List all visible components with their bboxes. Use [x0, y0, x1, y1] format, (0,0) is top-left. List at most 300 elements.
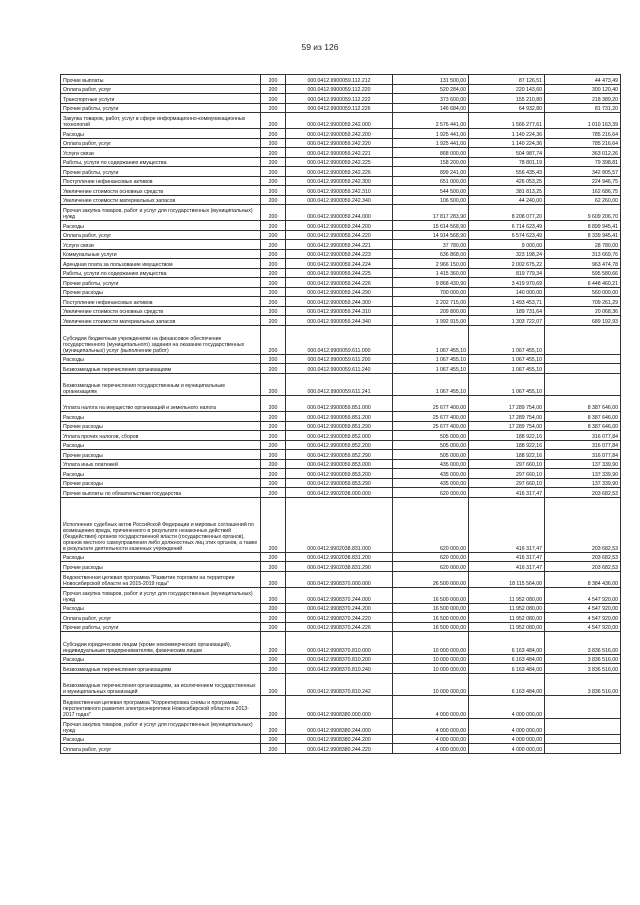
- table-row: [61, 325, 621, 354]
- row-approved-cell: 25 677 400,00: [393, 412, 469, 422]
- row-name-cell: Расходы: [61, 734, 261, 744]
- row-approved-cell: 2 202 715,00: [393, 297, 469, 307]
- row-executed-cell: 6 163 484,00: [469, 632, 545, 655]
- row-executed-cell: 11 952 080,00: [469, 587, 545, 603]
- table-row: [61, 664, 621, 674]
- row-executed-cell: 2 002 675,22: [469, 259, 545, 269]
- row-remainder-cell: 313 669,76: [545, 249, 621, 259]
- row-remainder-cell: 560 000,00: [545, 287, 621, 297]
- row-name-cell: Прочие работы, услуги: [61, 278, 261, 288]
- row-name-cell: Поступление нефинансовых активов: [61, 297, 261, 307]
- row-remainder-cell: 20 068,36: [545, 306, 621, 316]
- row-executed-cell: 17 289 754,00: [469, 396, 545, 412]
- row-code-cell: 200: [261, 654, 286, 664]
- row-name-cell: Увеличение стоимости материальных запасов: [61, 316, 261, 326]
- row-name-cell: Увеличение стоимости основных средств: [61, 306, 261, 316]
- row-code-cell: 200: [261, 240, 286, 250]
- row-code-cell: 200: [261, 306, 286, 316]
- row-remainder-cell: 363 012,26: [545, 148, 621, 158]
- table-row: [61, 268, 621, 278]
- row-kbk-cell: 000.0412.9900059.611.240: [286, 364, 393, 374]
- row-kbk-cell: 000.0412.9900059.244.224: [286, 259, 393, 269]
- row-kbk-cell: 000.0412.9900059.851.290: [286, 421, 393, 431]
- row-executed-cell: 189 731,64: [469, 306, 545, 316]
- row-approved-cell: 700 000,00: [393, 287, 469, 297]
- row-executed-cell: 416 317,47: [469, 488, 545, 498]
- row-remainder-cell: 316 077,84: [545, 440, 621, 450]
- row-name-cell: Расходы: [61, 440, 261, 450]
- row-code-cell: 200: [261, 396, 286, 412]
- row-code-cell: 200: [261, 157, 286, 167]
- row-name-cell: Арендная плата за пользование имуществом: [61, 259, 261, 269]
- row-approved-cell: 17 817 283,90: [393, 205, 469, 221]
- row-remainder-cell: 79 398,81: [545, 157, 621, 167]
- row-name-cell: Безвозмездные перечисления государственным и муниципальным организациям: [61, 373, 261, 396]
- row-code-cell: 200: [261, 249, 286, 259]
- row-remainder-cell: 162 686,75: [545, 186, 621, 196]
- row-approved-cell: 25 677 400,00: [393, 421, 469, 431]
- row-remainder-cell: 203 682,53: [545, 562, 621, 572]
- table-row: [61, 157, 621, 167]
- row-code-cell: 200: [261, 412, 286, 422]
- budget-execution-table: [60, 74, 621, 754]
- row-remainder-cell: [545, 734, 621, 744]
- table-row: [61, 412, 621, 422]
- table-row: [61, 259, 621, 269]
- row-executed-cell: 1 067 455,10: [469, 354, 545, 364]
- table-row: [61, 488, 621, 498]
- row-executed-cell: 78 801,19: [469, 157, 545, 167]
- row-kbk-cell: 000.0412.9908380.244.000: [286, 718, 393, 734]
- row-code-cell: 200: [261, 113, 286, 129]
- row-executed-cell: 416 317,47: [469, 552, 545, 562]
- table-row: [61, 221, 621, 231]
- row-executed-cell: 17 289 754,00: [469, 421, 545, 431]
- row-remainder-cell: 8 387 646,00: [545, 421, 621, 431]
- row-name-cell: Услуги связи: [61, 240, 261, 250]
- table-row: [61, 129, 621, 139]
- row-name-cell: Ведомственная целевая программа "Корректировка схемы и программы перспективного развития электроэнергетики Новосибирской области в 2013-2017 годах": [61, 696, 261, 719]
- table-row: [61, 138, 621, 148]
- row-approved-cell: 10 000 000,00: [393, 673, 469, 696]
- row-code-cell: 200: [261, 632, 286, 655]
- table-row: [61, 249, 621, 259]
- row-remainder-cell: 689 192,93: [545, 316, 621, 326]
- row-executed-cell: 44 240,00: [469, 195, 545, 205]
- row-kbk-cell: 000.0412.9900059.242.340: [286, 195, 393, 205]
- row-executed-cell: 8 208 077,20: [469, 205, 545, 221]
- row-kbk-cell: 000.0412.9908370.810.200: [286, 654, 393, 664]
- row-code-cell: 200: [261, 195, 286, 205]
- row-code-cell: 200: [261, 167, 286, 177]
- row-approved-cell: 14 914 568,90: [393, 230, 469, 240]
- table-row: [61, 373, 621, 396]
- row-code-cell: 200: [261, 450, 286, 460]
- row-remainder-cell: 81 731,20: [545, 103, 621, 113]
- row-kbk-cell: 000.0412.9908370.244.200: [286, 603, 393, 613]
- row-approved-cell: 651 000,00: [393, 176, 469, 186]
- row-remainder-cell: 3 836 516,00: [545, 664, 621, 674]
- row-executed-cell: 155 210,80: [469, 94, 545, 104]
- row-executed-cell: 6 163 484,00: [469, 654, 545, 664]
- row-executed-cell: 11 952 080,00: [469, 603, 545, 613]
- row-executed-cell: 11 952 080,00: [469, 613, 545, 623]
- table-row: [61, 84, 621, 94]
- row-executed-cell: 297 660,10: [469, 459, 545, 469]
- row-kbk-cell: 000.0412.9900059.244.340: [286, 316, 393, 326]
- row-executed-cell: 1 067 455,10: [469, 364, 545, 374]
- row-remainder-cell: 1 010 163,39: [545, 113, 621, 129]
- row-approved-cell: 435 000,00: [393, 478, 469, 488]
- table-row: [61, 278, 621, 288]
- row-kbk-cell: 000.0412.9900059.244.290: [286, 287, 393, 297]
- row-executed-cell: 140 000,00: [469, 287, 545, 297]
- row-remainder-cell: 28 780,00: [545, 240, 621, 250]
- row-name-cell: Прочая закупка товаров, работ и услуг для государственных (муниципальных) нужд: [61, 587, 261, 603]
- row-approved-cell: 16 500 000,00: [393, 603, 469, 613]
- row-code-cell: 200: [261, 478, 286, 488]
- row-name-cell: Оплата работ, услуг: [61, 744, 261, 754]
- row-remainder-cell: [545, 354, 621, 364]
- table-row: [61, 478, 621, 488]
- row-approved-cell: 520 284,00: [393, 84, 469, 94]
- row-kbk-cell: 000.0412.9900059.242.220: [286, 138, 393, 148]
- row-name-cell: Исполнение судебных актов Российской Федерации и мировых соглашений по возмещению вреда, причиненного в результате незаконных действий (бездействия) органов государственной власти (государственных органов), органов местного самоуправления либо должностных лиц этих органов, а также в результате деятельности казенных учреждений: [61, 497, 261, 552]
- row-approved-cell: 505 000,00: [393, 431, 469, 441]
- row-code-cell: 200: [261, 421, 286, 431]
- row-remainder-cell: 4 547 920,00: [545, 613, 621, 623]
- row-code-cell: 200: [261, 278, 286, 288]
- row-executed-cell: 1 493 453,71: [469, 297, 545, 307]
- row-name-cell: Работы, услуги по содержанию имущества: [61, 157, 261, 167]
- row-remainder-cell: [545, 364, 621, 374]
- row-remainder-cell: 137 339,90: [545, 469, 621, 479]
- row-executed-cell: 1 140 224,36: [469, 129, 545, 139]
- row-executed-cell: 1 303 722,07: [469, 316, 545, 326]
- row-name-cell: Ведомственная целевая программа "Развитие торговли на территории Новосибирской области на 2015-2019 годы": [61, 571, 261, 587]
- row-remainder-cell: 8 899 945,41: [545, 221, 621, 231]
- row-name-cell: Оплата работ, услуг: [61, 138, 261, 148]
- row-remainder-cell: [545, 696, 621, 719]
- row-code-cell: 200: [261, 744, 286, 754]
- row-remainder-cell: [545, 373, 621, 396]
- table-row: [61, 450, 621, 460]
- row-code-cell: 200: [261, 587, 286, 603]
- row-kbk-cell: 000.0412.9900059.242.225: [286, 157, 393, 167]
- table-row: [61, 186, 621, 196]
- row-code-cell: 200: [261, 176, 286, 186]
- row-approved-cell: 16 500 000,00: [393, 613, 469, 623]
- row-approved-cell: 373 600,00: [393, 94, 469, 104]
- row-kbk-cell: 000.0412.9900059.242.000: [286, 113, 393, 129]
- row-executed-cell: 819 779,34: [469, 268, 545, 278]
- table-row: [61, 287, 621, 297]
- row-kbk-cell: 000.0412.9900059.242.200: [286, 129, 393, 139]
- row-approved-cell: 1 067 455,10: [393, 373, 469, 396]
- row-code-cell: 200: [261, 459, 286, 469]
- row-name-cell: Расходы: [61, 129, 261, 139]
- row-name-cell: Прочие работы, услуги: [61, 103, 261, 113]
- table-row: [61, 744, 621, 754]
- table-row: [61, 562, 621, 572]
- row-code-cell: 200: [261, 221, 286, 231]
- row-code-cell: 200: [261, 84, 286, 94]
- row-executed-cell: 426 053,25: [469, 176, 545, 186]
- row-code-cell: 200: [261, 325, 286, 354]
- row-name-cell: Прочие расходы: [61, 450, 261, 460]
- row-approved-cell: 10 000 000,00: [393, 632, 469, 655]
- table-row: [61, 696, 621, 719]
- row-remainder-cell: 3 836 516,00: [545, 654, 621, 664]
- row-name-cell: Транспортные услуги: [61, 94, 261, 104]
- row-kbk-cell: 000.0412.9900059.242.310: [286, 186, 393, 196]
- table-row: [61, 230, 621, 240]
- row-kbk-cell: 000.0412.9900059.244.310: [286, 306, 393, 316]
- row-approved-cell: 620 000,00: [393, 488, 469, 498]
- row-kbk-cell: 000.0412.9900059.242.226: [286, 167, 393, 177]
- row-approved-cell: 25 677 400,00: [393, 396, 469, 412]
- table-row: [61, 622, 621, 632]
- row-executed-cell: 3 419 970,69: [469, 278, 545, 288]
- row-name-cell: Услуги связи: [61, 148, 261, 158]
- row-kbk-cell: 000.0412.9908370.244.226: [286, 622, 393, 632]
- row-code-cell: 200: [261, 603, 286, 613]
- row-remainder-cell: 4 547 920,00: [545, 587, 621, 603]
- table-row: [61, 440, 621, 450]
- row-remainder-cell: 3 836 516,00: [545, 673, 621, 696]
- row-remainder-cell: [545, 744, 621, 754]
- row-executed-cell: 381 813,25: [469, 186, 545, 196]
- row-remainder-cell: 224 946,75: [545, 176, 621, 186]
- table-row: [61, 396, 621, 412]
- table-row: [61, 354, 621, 364]
- row-kbk-cell: 000.0412.9908370.244.220: [286, 613, 393, 623]
- row-executed-cell: 297 660,10: [469, 469, 545, 479]
- row-name-cell: Увеличение стоимости основных средств: [61, 186, 261, 196]
- row-approved-cell: 2 966 150,00: [393, 259, 469, 269]
- row-kbk-cell: 000.0412.9900059.112.226: [286, 103, 393, 113]
- row-remainder-cell: 3 836 516,00: [545, 632, 621, 655]
- row-remainder-cell: 218 389,20: [545, 94, 621, 104]
- row-executed-cell: 17 289 754,00: [469, 412, 545, 422]
- row-name-cell: Прочие работы, услуги: [61, 167, 261, 177]
- row-name-cell: Прочая закупка товаров, работ и услуг для государственных (муниципальных) нужд: [61, 205, 261, 221]
- row-kbk-cell: 000.0412.9900059.244.221: [286, 240, 393, 250]
- row-kbk-cell: 000.0412.9900059.852.200: [286, 440, 393, 450]
- row-approved-cell: 9 868 430,90: [393, 278, 469, 288]
- row-approved-cell: 131 500,00: [393, 75, 469, 85]
- row-approved-cell: 15 614 568,90: [393, 221, 469, 231]
- row-approved-cell: 106 500,00: [393, 195, 469, 205]
- table-row: [61, 306, 621, 316]
- table-row: [61, 240, 621, 250]
- table-row: [61, 421, 621, 431]
- row-approved-cell: 4 000 000,00: [393, 734, 469, 744]
- row-code-cell: 200: [261, 316, 286, 326]
- row-kbk-cell: 000.0412.9900059.244.200: [286, 221, 393, 231]
- table-row: [61, 316, 621, 326]
- row-executed-cell: 188 922,16: [469, 431, 545, 441]
- row-kbk-cell: 000.0412.9900059.852.290: [286, 450, 393, 460]
- row-remainder-cell: 8 384 436,00: [545, 571, 621, 587]
- row-name-cell: Прочие расходы: [61, 421, 261, 431]
- row-approved-cell: 158 200,00: [393, 157, 469, 167]
- row-code-cell: 200: [261, 205, 286, 221]
- row-approved-cell: 4 000 000,00: [393, 718, 469, 734]
- row-executed-cell: 1 067 455,10: [469, 373, 545, 396]
- row-approved-cell: 1 925 441,00: [393, 129, 469, 139]
- row-kbk-cell: 000.0412.9900059.851.000: [286, 396, 393, 412]
- row-name-cell: Прочие выплаты по обязательствам государства: [61, 488, 261, 498]
- row-approved-cell: 620 000,00: [393, 562, 469, 572]
- row-remainder-cell: 8 387 646,00: [545, 412, 621, 422]
- row-approved-cell: 1 067 455,10: [393, 354, 469, 364]
- row-remainder-cell: 9 609 206,70: [545, 205, 621, 221]
- row-executed-cell: 6 574 623,49: [469, 230, 545, 240]
- row-code-cell: 200: [261, 497, 286, 552]
- table-row: [61, 459, 621, 469]
- row-kbk-cell: 000.0412.9902038.831.000: [286, 497, 393, 552]
- row-code-cell: 200: [261, 373, 286, 396]
- row-approved-cell: 1 925 441,00: [393, 138, 469, 148]
- row-name-cell: Прочие работы, услуги: [61, 622, 261, 632]
- row-kbk-cell: 000.0412.9900059.851.200: [286, 412, 393, 422]
- row-approved-cell: 899 241,00: [393, 167, 469, 177]
- row-remainder-cell: 300 120,40: [545, 84, 621, 94]
- row-kbk-cell: 000.0412.9900059.244.220: [286, 230, 393, 240]
- row-remainder-cell: 137 339,90: [545, 459, 621, 469]
- page-number: 59 из 126: [301, 42, 339, 52]
- row-remainder-cell: [545, 325, 621, 354]
- row-code-cell: 200: [261, 138, 286, 148]
- row-code-cell: 200: [261, 287, 286, 297]
- row-executed-cell: 6 163 484,00: [469, 664, 545, 674]
- row-name-cell: Расходы: [61, 354, 261, 364]
- table-row: [61, 603, 621, 613]
- row-executed-cell: 64 932,80: [469, 103, 545, 113]
- row-code-cell: 200: [261, 562, 286, 572]
- table-row: [61, 734, 621, 744]
- row-remainder-cell: 203 682,53: [545, 488, 621, 498]
- table-row: [61, 94, 621, 104]
- row-code-cell: 200: [261, 440, 286, 450]
- row-kbk-cell: 000.0412.9902038.831.200: [286, 552, 393, 562]
- row-approved-cell: 620 000,00: [393, 552, 469, 562]
- row-code-cell: 200: [261, 259, 286, 269]
- row-kbk-cell: 000.0412.9908370.810.240: [286, 664, 393, 674]
- row-remainder-cell: 785 216,64: [545, 138, 621, 148]
- row-code-cell: 200: [261, 696, 286, 719]
- row-approved-cell: 1 067 455,10: [393, 364, 469, 374]
- row-remainder-cell: 4 547 920,00: [545, 603, 621, 613]
- row-remainder-cell: 8 387 646,00: [545, 396, 621, 412]
- table-row: [61, 297, 621, 307]
- row-kbk-cell: 000.0412.9902038.000.000: [286, 488, 393, 498]
- row-name-cell: Прочие выплаты: [61, 75, 261, 85]
- row-approved-cell: 10 000 000,00: [393, 654, 469, 664]
- row-code-cell: 200: [261, 364, 286, 374]
- row-name-cell: Уплата иных платежей: [61, 459, 261, 469]
- row-executed-cell: 504 987,74: [469, 148, 545, 158]
- row-remainder-cell: 342 805,57: [545, 167, 621, 177]
- row-name-cell: Расходы: [61, 654, 261, 664]
- row-approved-cell: 16 500 000,00: [393, 622, 469, 632]
- row-remainder-cell: 963 474,78: [545, 259, 621, 269]
- table-row: [61, 75, 621, 85]
- row-executed-cell: 188 922,16: [469, 440, 545, 450]
- table-row: [61, 469, 621, 479]
- row-executed-cell: 4 000 000,00: [469, 744, 545, 754]
- row-executed-cell: 188 922,16: [469, 450, 545, 460]
- row-executed-cell: 4 000 000,00: [469, 696, 545, 719]
- table-row: [61, 497, 621, 552]
- row-approved-cell: 209 800,00: [393, 306, 469, 316]
- row-kbk-cell: 000.0412.9900059.244.226: [286, 278, 393, 288]
- table-row: [61, 587, 621, 603]
- row-approved-cell: 435 000,00: [393, 469, 469, 479]
- row-remainder-cell: 44 473,49: [545, 75, 621, 85]
- row-name-cell: Расходы: [61, 603, 261, 613]
- row-name-cell: Увеличение стоимости материальных запасов: [61, 195, 261, 205]
- row-kbk-cell: 000.0412.9908380.244.200: [286, 734, 393, 744]
- row-executed-cell: 6 163 484,00: [469, 673, 545, 696]
- row-executed-cell: 416 317,47: [469, 497, 545, 552]
- row-name-cell: Оплата работ, услуг: [61, 613, 261, 623]
- row-code-cell: 200: [261, 718, 286, 734]
- row-code-cell: 200: [261, 613, 286, 623]
- row-name-cell: Работы, услуги по содержанию имущества: [61, 268, 261, 278]
- row-kbk-cell: 000.0412.9900059.853.290: [286, 478, 393, 488]
- row-executed-cell: 4 000 000,00: [469, 718, 545, 734]
- row-approved-cell: 620 000,00: [393, 497, 469, 552]
- table-row: [61, 364, 621, 374]
- row-remainder-cell: 4 547 920,00: [545, 622, 621, 632]
- row-kbk-cell: 000.0412.9900059.611.200: [286, 354, 393, 364]
- row-kbk-cell: 000.0412.9900059.611.000: [286, 325, 393, 354]
- row-remainder-cell: 62 260,00: [545, 195, 621, 205]
- row-executed-cell: 11 952 080,00: [469, 622, 545, 632]
- row-kbk-cell: 000.0412.9900059.244.225: [286, 268, 393, 278]
- row-approved-cell: 146 684,00: [393, 103, 469, 113]
- row-code-cell: 200: [261, 230, 286, 240]
- row-kbk-cell: 000.0412.9908370.810.242: [286, 673, 393, 696]
- table-row: [61, 148, 621, 158]
- row-name-cell: Прочие расходы: [61, 562, 261, 572]
- row-approved-cell: 26 500 000,00: [393, 571, 469, 587]
- row-approved-cell: 16 500 000,00: [393, 587, 469, 603]
- row-kbk-cell: 000.0412.9900059.112.212: [286, 75, 393, 85]
- row-name-cell: Расходы: [61, 469, 261, 479]
- table-row: [61, 167, 621, 177]
- row-executed-cell: 1 566 277,61: [469, 113, 545, 129]
- row-executed-cell: 556 435,43: [469, 167, 545, 177]
- row-remainder-cell: 595 580,66: [545, 268, 621, 278]
- row-code-cell: 200: [261, 469, 286, 479]
- row-name-cell: Уплата прочих налогов, сборов: [61, 431, 261, 441]
- row-kbk-cell: 000.0412.9908370.000.000: [286, 571, 393, 587]
- row-remainder-cell: 137 339,90: [545, 478, 621, 488]
- row-code-cell: 200: [261, 75, 286, 85]
- row-approved-cell: 37 780,00: [393, 240, 469, 250]
- row-name-cell: Субсидии юридическим лицам (кроме некоммерческих организаций), индивидуальным предпринимателям, физическим лицам: [61, 632, 261, 655]
- row-kbk-cell: 000.0412.9900059.244.300: [286, 297, 393, 307]
- row-code-cell: 200: [261, 673, 286, 696]
- row-approved-cell: 636 868,00: [393, 249, 469, 259]
- row-name-cell: Коммунальные услуги: [61, 249, 261, 259]
- table-row: [61, 195, 621, 205]
- row-kbk-cell: 000.0412.9900059.112.220: [286, 84, 393, 94]
- row-code-cell: 200: [261, 94, 286, 104]
